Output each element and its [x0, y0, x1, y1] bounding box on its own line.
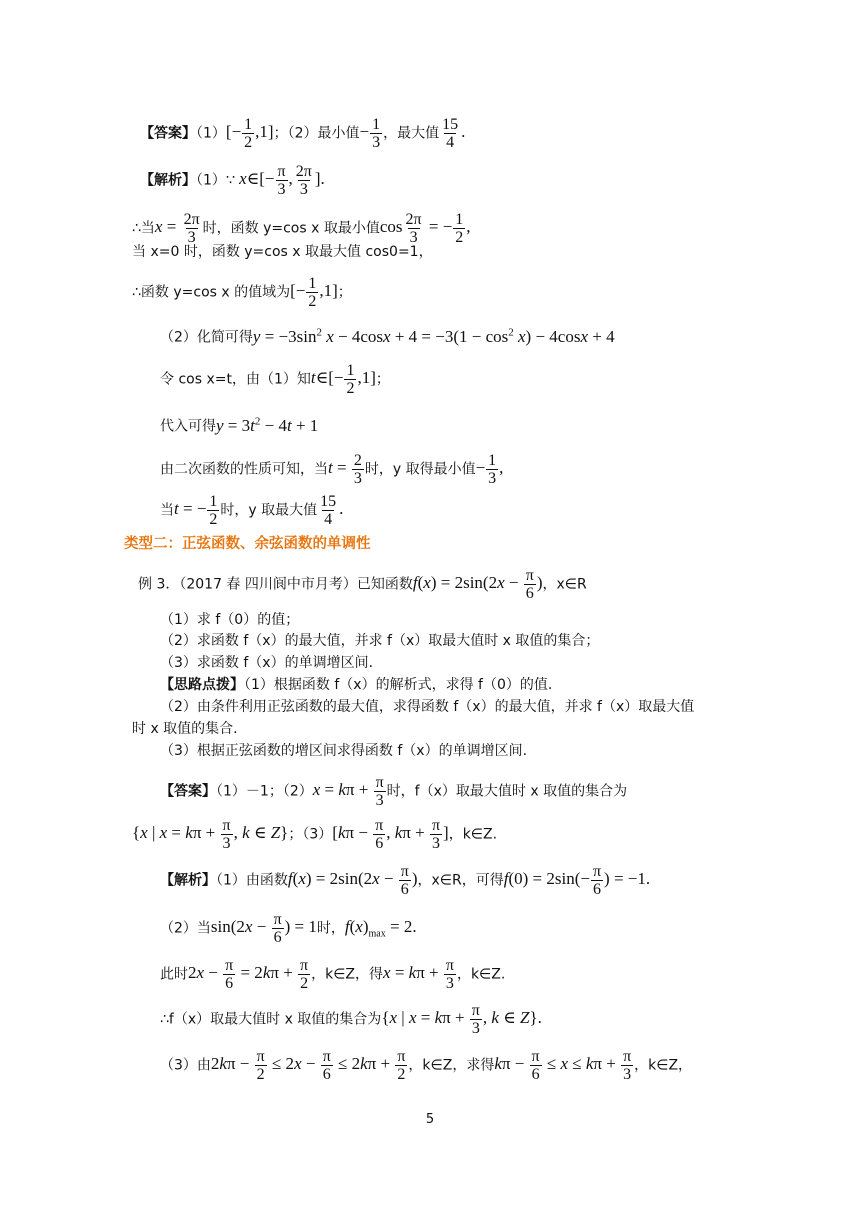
text: （2）化简可得 — [160, 329, 253, 346]
math: x = $\frac{2\pi}{3}$ — [154, 211, 200, 246]
example-3-statement — [138, 567, 587, 602]
math: 2kπ − $\frac{\pi}{2}$ ≤ 2x − $\frac{\pi}{6}$ ≤ 2kπ + $\frac{\pi}{2}$ — [210, 1048, 406, 1083]
text: 当 — [160, 502, 174, 519]
analysis-line-1 — [140, 163, 325, 198]
text: ，k∈Z，得 — [311, 966, 384, 983]
math: x∈[− $\frac{\pi}{3}$ , $\frac{2\pi}{3}$ ]. — [239, 163, 325, 198]
text-line-10 — [160, 493, 343, 528]
text: 时，y 取得最小值 — [364, 461, 476, 478]
text-line-3 — [132, 211, 471, 246]
text: ∴当 — [132, 220, 155, 237]
question-1: （1）求 f（0）的值； — [160, 612, 300, 628]
text: ∴函数 y=cos x 的值域为 — [132, 284, 291, 301]
answer-line-1 — [140, 116, 465, 151]
text: （1）根据函数 f（x）的解析式，求得 f（0）的值. — [244, 677, 553, 693]
math: $y = -3\sin^2$ $x - 4\cos x + 4 = -3(1 - \cos^2 x) - 4\cos x + 4$ — [252, 326, 615, 346]
hint-line-2b: 时 x 取值的集合. — [132, 721, 238, 737]
analysis-label: 【解析】 — [160, 872, 216, 889]
text-line-6 — [160, 322, 615, 348]
answer-label: 【答案】 — [140, 125, 196, 142]
text: ，k∈Z. — [456, 966, 506, 983]
question-2: （2）求函数 f（x）的最大值，并求 f（x）取最大值时 x 取值的集合； — [160, 633, 600, 649]
math: kπ − $\frac{\pi}{6}$ ≤ x ≤ kπ + $\frac{\pi}{3}$ — [494, 1048, 632, 1083]
text: 令 cos x=t，由（1）知 — [160, 371, 311, 388]
hint-line-2: （2）由条件利用正弦函数的最大值，求得函数 f（x）的最大值，并求 f（x）取最大值 — [160, 699, 695, 715]
section-heading: 类型二：正弦函数、余弦函数的单调性 — [124, 536, 371, 552]
answer-label: 【答案】 — [160, 783, 216, 800]
text: ；（3） — [288, 826, 333, 843]
math: cos $\frac{2\pi}{3}$ = − $\frac{1}{2}$ , — [379, 211, 471, 246]
text: （3）由 — [160, 1057, 211, 1074]
text: ，k∈Z. — [448, 826, 498, 843]
text-line-5: ∴函数 y=cos x 的值域为[− $\frac{1}{2}$ ,1]； — [132, 275, 352, 310]
math: $\frac{15}{4}$ . — [442, 116, 466, 151]
text: ，k∈Z， — [634, 1057, 693, 1074]
text: ，x∈R — [542, 576, 587, 593]
math: $y = 3t^2 - 4t + 1$ — [216, 415, 319, 435]
math: − $\frac{1}{3}$ , — [475, 452, 504, 487]
math: [− $\frac{1}{2}$ ,1] — [225, 116, 274, 151]
page-number: 5 — [425, 1112, 435, 1127]
text: （1） — [196, 125, 226, 142]
text: ；（2）最小值 — [273, 125, 360, 142]
hint-line-3: （3）根据正弦函数的增区间求得函数 f（x）的单调增区间. — [160, 743, 528, 759]
text: 时， — [316, 920, 345, 937]
math: $\frac{15}{4}$ . — [320, 493, 344, 528]
math: $f(x)_{max} = 2$. — [344, 917, 417, 940]
text: （2）当 — [160, 920, 211, 937]
text: 由二次函数的性质可知，当 — [160, 461, 328, 478]
hint-line-1 — [160, 675, 552, 695]
text: 此时 — [160, 966, 188, 983]
answer-line-3b — [132, 817, 497, 852]
text-line-8 — [160, 411, 318, 437]
text-line-4: 当 x=0 时，函数 y=cos x 取最大值 cos0=1， — [132, 244, 433, 260]
text: ，x∈R，可得 — [417, 872, 504, 889]
text: （1）由函数 — [216, 872, 288, 889]
text-line-9 — [160, 452, 503, 487]
math: [− $\frac{1}{2}$ ,1] — [290, 275, 338, 310]
math: {x | x = kπ + $\frac{\pi}{3}$ , k ∈ Z}. — [381, 1002, 542, 1037]
text: 例 3．（2017 春 四川阆中市月考）已知函数 — [138, 576, 413, 593]
math: f(x) = 2sin(2x − $\frac{\pi}{6}$ ) — [287, 863, 418, 898]
text: （1）－1；（2） — [216, 783, 313, 800]
math: {x | x = kπ + $\frac{\pi}{3}$ , k ∈ Z} — [132, 817, 289, 852]
text: 代入可得 — [160, 418, 216, 435]
text: ∴f（x）取最大值时 x 取值的集合为 — [160, 1011, 382, 1028]
solution-line-4 — [160, 1002, 542, 1037]
analysis-line-3 — [160, 863, 650, 898]
text: 时，y 取最大值 — [220, 502, 318, 519]
math: [kπ − $\frac{\pi}{6}$ , kπ + $\frac{\pi}{3}$ ] — [332, 817, 449, 852]
math: f(x) = 2sin(2x − $\frac{\pi}{6}$ ) — [412, 567, 543, 602]
math: t = $\frac{2}{3}$ — [328, 452, 362, 487]
math: t∈[− $\frac{1}{2}$ ,1] — [310, 362, 376, 397]
text: ，k∈Z，求得 — [408, 1057, 495, 1074]
solution-line-2 — [160, 911, 417, 946]
math: sin(2x − $\frac{\pi}{6}$ ) = 1 — [210, 911, 317, 946]
hint-label: 【思路点拨】 — [160, 677, 244, 693]
text: ，最大值 — [383, 125, 440, 142]
math: t = − $\frac{1}{2}$ — [174, 493, 218, 528]
math: x = kπ + $\frac{\pi}{3}$ — [312, 774, 384, 809]
answer-line-3 — [160, 774, 627, 809]
math: − $\frac{1}{3}$ — [359, 116, 381, 151]
question-3: （3）求函数 f（x）的单调增区间. — [160, 655, 374, 671]
text: 时，函数 y=cos x 取最小值 — [202, 220, 380, 237]
solution-line-3 — [160, 957, 505, 992]
solution-line-5 — [160, 1048, 692, 1083]
analysis-label: 【解析】 — [140, 172, 196, 189]
math: x = kπ + $\frac{\pi}{3}$ — [383, 957, 454, 992]
text-line-7: 令 cos x=t，由（1）知t∈[− $\frac{1}{2}$ ,1]； — [160, 362, 390, 397]
text: （1）∵ — [196, 172, 235, 189]
math: f(0) = 2sin(− $\frac{\pi}{6}$ ) = −1. — [503, 863, 651, 898]
math: 2x − $\frac{\pi}{6}$ = 2kπ + $\frac{\pi}{2}$ — [188, 957, 309, 992]
text: 时，f（x）取最大值时 x 取值的集合为 — [386, 783, 628, 800]
